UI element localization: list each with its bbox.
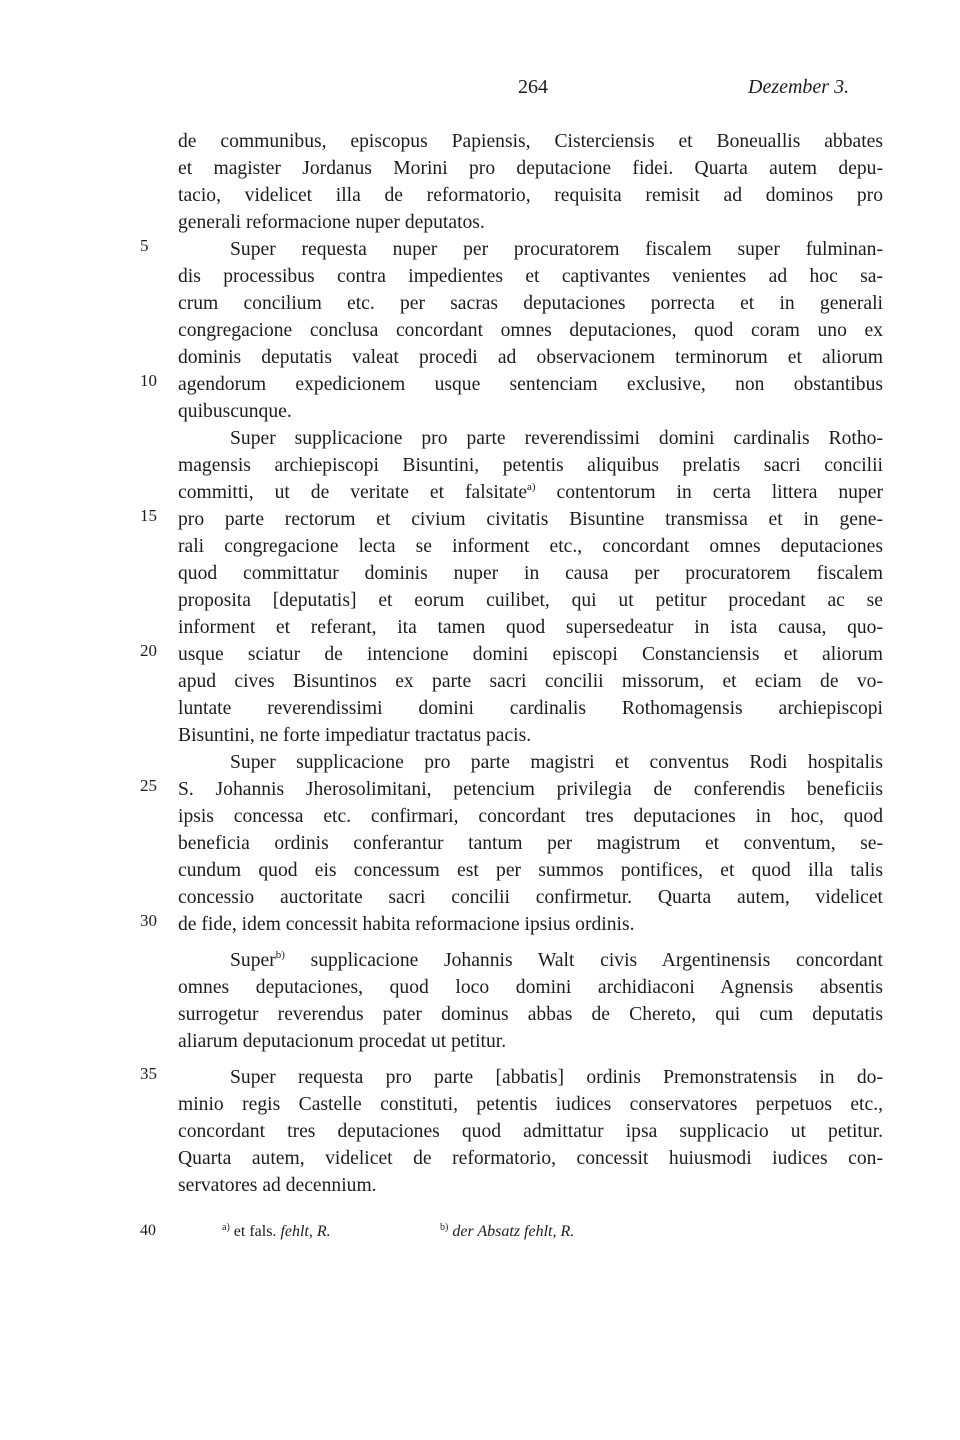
line-number: 40 xyxy=(140,1222,156,1239)
line-number: 35 xyxy=(140,1064,157,1083)
text-line: magensis archiepiscopi Bisuntini, petentis aliquibus prelatis sacri concilii xyxy=(178,455,883,476)
text-line: pro parte rectorum et civium civitatis Bisuntine transmissa et in gene- xyxy=(178,509,883,530)
text-span: supplicacione Johannis Walt civis Argentinensis concordant xyxy=(284,950,883,971)
text-line-with-footnote-b xyxy=(178,947,883,974)
text-line: Super requesta nuper per procuratorem fiscalem super fulminan- xyxy=(230,239,883,260)
text-line: generali reformacione nuper deputatos. xyxy=(178,212,485,233)
text-line: cundum quod eis concessum est per summos pontifices, et quod illa talis xyxy=(178,860,883,881)
footnote-b-italic: der Absatz fehlt, R. xyxy=(448,1223,575,1240)
text-line: rali congregacione lecta se informent etc., concordant omnes deputaciones xyxy=(178,536,883,557)
text-line: congregacione conclusa concordant omnes deputaciones, quod coram uno ex xyxy=(178,320,883,341)
text-line: luntate reverendissimi domini cardinalis Rothomagensis archiepiscopi xyxy=(178,698,883,719)
text-span: Super xyxy=(230,950,276,971)
text-line: beneficia ordinis conferantur tantum per magistrum et conventum, se- xyxy=(178,833,883,854)
text-line: concordant tres deputaciones quod admittatur ipsa supplicacio ut petitur. xyxy=(178,1121,883,1142)
line-number: 30 xyxy=(140,911,157,930)
text-line: apud cives Bisuntinos ex parte sacri concilii missorum, et eciam de vo- xyxy=(178,671,883,692)
text-line: et magister Jordanus Morini pro deputacione fidei. Quarta autem depu- xyxy=(178,158,883,179)
text-line-with-footnote-a xyxy=(178,479,883,506)
text-line: S. Johannis Jherosolimitani, petencium privilegia de conferendis beneficiis xyxy=(178,779,883,800)
line-number: 15 xyxy=(140,506,157,525)
main-text xyxy=(140,128,883,1199)
text-line: de fide, idem concessit habita reformacione ipsius ordinis. xyxy=(178,914,635,935)
footnote-a-text: et fals. xyxy=(229,1223,281,1240)
text-line: de communibus, episcopus Papiensis, Cisterciensis et Boneuallis abbates xyxy=(178,131,883,152)
text-line: informent et referant, ita tamen quod supersedeatur in ista causa, quo- xyxy=(178,617,883,638)
text-line: concessio auctoritate sacri concilii confirmetur. Quarta autem, videlicet xyxy=(178,887,883,908)
text-line: usque sciatur de intencione domini episcopi Constanciensis et aliorum xyxy=(178,644,883,665)
text-line: Quarta autem, videlicet de reformatorio, concessit huiusmodi iudices con- xyxy=(178,1148,883,1169)
text-line: servatores ad decennium. xyxy=(178,1175,377,1196)
footnote-a-mark: a) xyxy=(222,1222,230,1233)
footnote-mark-a: a) xyxy=(527,481,536,493)
text-line: surrogetur reverendus pater dominus abbas de Chereto, qui cum deputatis xyxy=(178,1004,883,1025)
page-number: 264 xyxy=(518,76,548,98)
text-line: quod committatur dominis nuper in causa per procuratorem fiscalem xyxy=(178,563,883,584)
text-line: agendorum expedicionem usque sentenciam exclusive, non obstantibus xyxy=(178,374,883,395)
footnote-b xyxy=(440,1222,574,1241)
running-head: Dezember 3. xyxy=(748,76,850,98)
line-number: 20 xyxy=(140,641,157,660)
text-line: ipsis concessa etc. confirmari, concordant tres deputaciones in hoc, quod xyxy=(178,806,883,827)
line-number: 25 xyxy=(140,776,157,795)
footnote-a-italic: fehlt, R. xyxy=(280,1223,331,1240)
text-line: Bisuntini, ne forte impediatur tractatus pacis. xyxy=(178,725,532,746)
line-number: 5 xyxy=(140,236,149,255)
line-number: 10 xyxy=(140,371,157,390)
text-line: quibuscunque. xyxy=(178,401,292,422)
text-line: Super supplicacione pro parte reverendissimi domini cardinalis Rotho- xyxy=(230,428,883,449)
text-span: contentorum in certa littera nuper xyxy=(535,482,883,503)
text-span: committi, ut de veritate et falsitate xyxy=(178,482,528,503)
footnote-mark-b: b) xyxy=(275,949,285,961)
text-line: omnes deputaciones, quod loco domini archidiaconi Agnensis absentis xyxy=(178,977,883,998)
footnote-b-mark: b) xyxy=(440,1222,449,1233)
text-line: aliarum deputacionum procedat ut petitur. xyxy=(178,1031,507,1052)
text-line: proposita [deputatis] et eorum cuilibet, qui ut petitur procedant ac se xyxy=(178,590,883,611)
text-line: minio regis Castelle constituti, petentis iudices conservatores perpetuos etc., xyxy=(178,1094,883,1115)
text-line: dis processibus contra impedientes et captivantes venientes ad hoc sa- xyxy=(178,266,883,287)
text-line: tacio, videlicet illa de reformatorio, requisita remisit ad dominos pro xyxy=(178,185,883,206)
text-line: Super requesta pro parte [abbatis] ordinis Premonstratensis in do- xyxy=(230,1067,883,1088)
text-line: crum concilium etc. per sacras deputaciones porrecta et in generali xyxy=(178,293,883,314)
text-line: Super supplicacione pro parte magistri et conventus Rodi hospitalis xyxy=(230,752,883,773)
footnote-a xyxy=(222,1222,331,1241)
text-line: dominis deputatis valeat procedi ad observacionem terminorum et aliorum xyxy=(178,347,883,368)
